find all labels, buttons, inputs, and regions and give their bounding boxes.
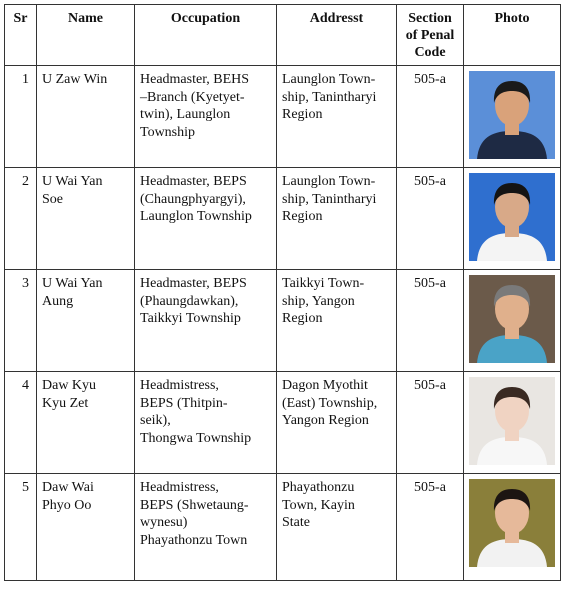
header-sr: Sr xyxy=(5,5,37,66)
cell-address: Launglon Town- ship, Tanintharyi Region xyxy=(277,66,397,168)
cell-sr: 1 xyxy=(5,66,37,168)
cell-address: Taikkyi Town- ship, Yangon Region xyxy=(277,270,397,372)
cell-photo xyxy=(464,66,561,168)
cell-sr: 4 xyxy=(5,372,37,474)
cell-photo xyxy=(464,474,561,581)
cell-occupation: Headmistress, BEPS (Shwetaung- wynesu) Phayathonzu Town xyxy=(135,474,277,581)
cell-sr: 5 xyxy=(5,474,37,581)
header-address: Addresst xyxy=(277,5,397,66)
cell-section: 505-a xyxy=(397,66,464,168)
cell-address: Dagon Myothit (East) Township, Yangon Region xyxy=(277,372,397,474)
table-row xyxy=(5,168,561,270)
cell-sr: 3 xyxy=(5,270,37,372)
cell-name: Daw Wai Phyo Oo xyxy=(37,474,135,581)
cell-section: 505-a xyxy=(397,168,464,270)
cell-address: Launglon Town- ship, Tanintharyi Region xyxy=(277,168,397,270)
cell-occupation: Headmaster, BEPS (Phaungdawkan), Taikkyi Township xyxy=(135,270,277,372)
cell-address: Phayathonzu Town, Kayin State xyxy=(277,474,397,581)
table-row xyxy=(5,270,561,372)
cell-photo xyxy=(464,270,561,372)
cell-section: 505-a xyxy=(397,270,464,372)
header-photo: Photo xyxy=(464,5,561,66)
header-row xyxy=(5,5,561,66)
header-occupation: Occupation xyxy=(135,5,277,66)
portrait-photo xyxy=(469,275,555,363)
header-section: Section of Penal Code xyxy=(397,5,464,66)
table-row xyxy=(5,372,561,474)
cell-section: 505-a xyxy=(397,372,464,474)
cell-occupation: Headmaster, BEHS –Branch (Kyetyet- twin), Launglon Township xyxy=(135,66,277,168)
header-name: Name xyxy=(37,5,135,66)
portrait-photo xyxy=(469,377,555,465)
cell-sr: 2 xyxy=(5,168,37,270)
cell-occupation: Headmistress, BEPS (Thitpin- seik), Thongwa Township xyxy=(135,372,277,474)
cell-photo xyxy=(464,372,561,474)
cell-occupation: Headmaster, BEPS (Chaungphyargyi), Launglon Township xyxy=(135,168,277,270)
portrait-photo xyxy=(469,479,555,567)
portrait-photo xyxy=(469,173,555,261)
cell-name: Daw Kyu Kyu Zet xyxy=(37,372,135,474)
cell-name: U Wai Yan Aung xyxy=(37,270,135,372)
detainee-table xyxy=(4,4,561,581)
table-row xyxy=(5,474,561,581)
cell-name: U Zaw Win xyxy=(37,66,135,168)
portrait-photo xyxy=(469,71,555,159)
cell-section: 505-a xyxy=(397,474,464,581)
table-row xyxy=(5,66,561,168)
cell-name: U Wai Yan Soe xyxy=(37,168,135,270)
cell-photo xyxy=(464,168,561,270)
